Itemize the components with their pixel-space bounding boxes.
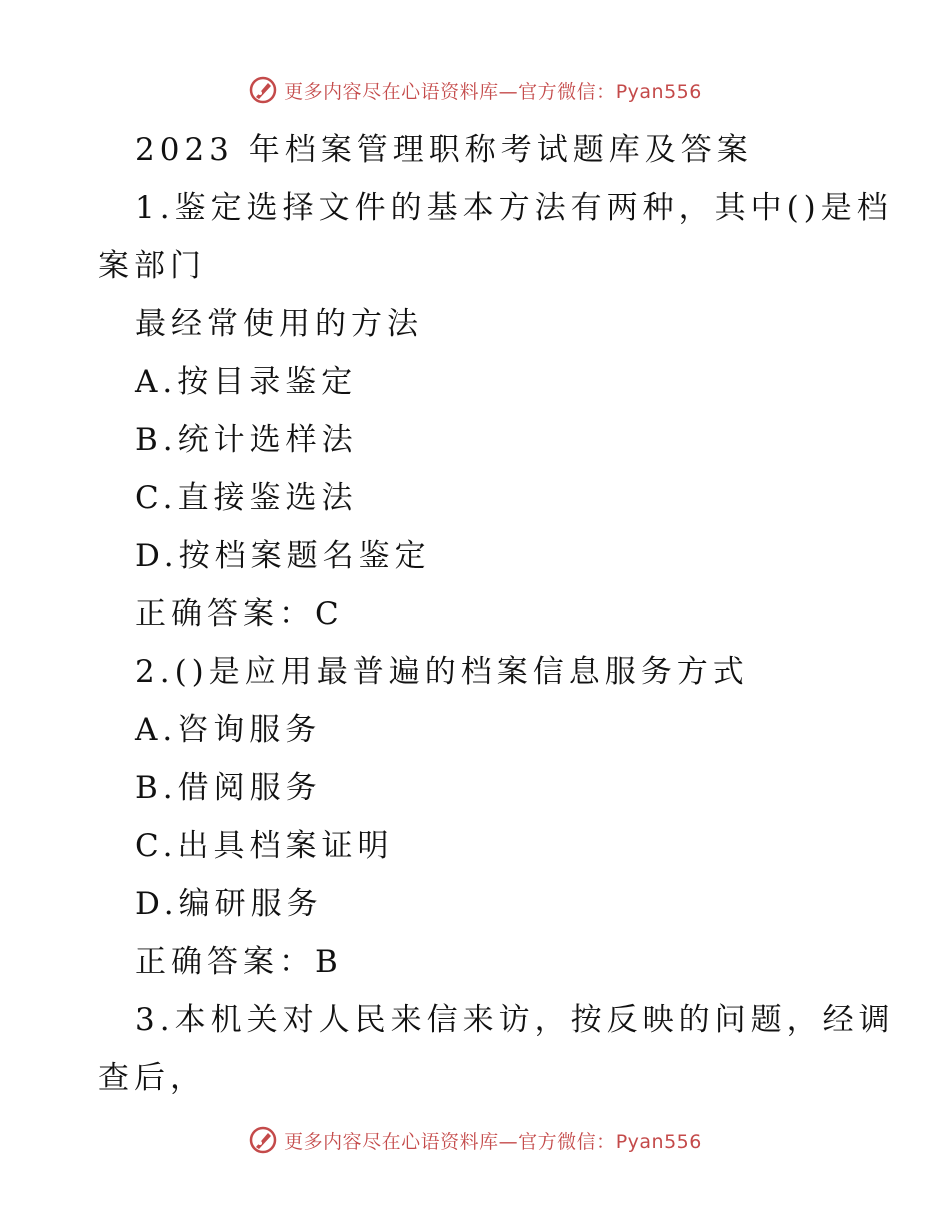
question-1-text: 1.鉴定选择文件的基本方法有两种，其中()是档 — [135, 190, 893, 226]
question-2-text: 2.()是应用最普遍的档案信息服务方式 — [135, 654, 749, 690]
question-1-option-c: C.直接鉴选法 — [135, 480, 358, 516]
question-1-text-cont: 案部门 — [98, 248, 206, 284]
question-2-option-d: D.编研服务 — [135, 886, 323, 922]
question-2-option-b: B.借阅服务 — [135, 770, 322, 806]
question-1-option-b: B.统计选样法 — [135, 422, 358, 458]
question-2-option-c: C.出具档案证明 — [135, 828, 394, 864]
quill-logo-icon — [248, 75, 278, 105]
question-2-answer: 正确答案：B — [135, 944, 343, 980]
document-title: 2023 年档案管理职称考试题库及答案 — [135, 132, 753, 168]
question-1-option-a: A.按目录鉴定 — [135, 364, 358, 400]
watermark-text: 更多内容尽在心语资料库—官方微信：Pyan556 — [284, 80, 702, 103]
watermark-header — [0, 70, 950, 110]
question-3-text-cont: 查后， — [98, 1060, 206, 1096]
question-3-text: 3.本机关对人民来信来访，按反映的问题，经调 — [135, 1002, 895, 1038]
quill-logo-icon — [248, 1125, 278, 1155]
watermark-text: 更多内容尽在心语资料库—官方微信：Pyan556 — [284, 1130, 702, 1153]
question-1-answer: 正确答案：C — [135, 596, 344, 632]
question-2-option-a: A.咨询服务 — [135, 712, 322, 748]
watermark-footer — [0, 1120, 950, 1160]
question-1-text-cont2: 最经常使用的方法 — [135, 306, 423, 342]
question-1-option-d: D.按档案题名鉴定 — [135, 538, 431, 574]
